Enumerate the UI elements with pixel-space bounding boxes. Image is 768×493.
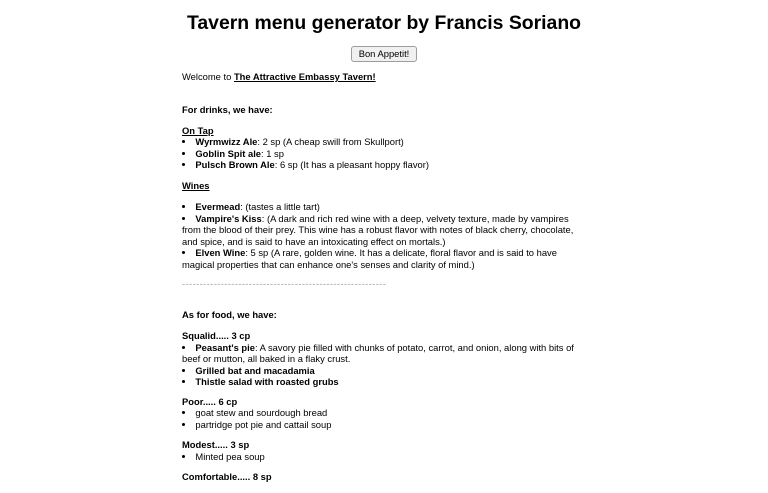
- drink-name: Wyrmwizz Ale: [195, 136, 258, 147]
- food-detail: : A savory pie filled with chunks of potato, carrot, and onion, along with bits of beef or mutton, all baked in a flaky crust.: [182, 341, 574, 364]
- drink-item: [182, 136, 586, 148]
- drink-item: [182, 148, 586, 160]
- page-title: Tavern menu generator by Francis Soriano: [186, 12, 582, 34]
- divider-line: ----------------------------------------------------------: [182, 278, 387, 289]
- food-item: [182, 451, 586, 463]
- on-tap-heading: On Tap: [182, 124, 214, 136]
- food-item: [182, 342, 586, 365]
- tier-heading-squalid: Squalid..... 3 cp: [182, 330, 251, 341]
- on-tap-list: [182, 136, 586, 171]
- bon-appetit-button[interactable]: Bon Appetit!: [351, 46, 418, 62]
- food-name: Grilled bat and macadamia: [195, 364, 315, 376]
- food-detail: Minted pea soup: [195, 450, 265, 462]
- drink-name: Pulsch Brown Ale: [195, 159, 275, 170]
- wines-list: [182, 201, 586, 270]
- drink-name: Vampire's Kiss: [195, 212, 262, 224]
- welcome-prefix: Welcome to: [182, 71, 234, 82]
- drink-detail: : (tastes a little tart): [240, 201, 320, 212]
- poor-list: [182, 407, 586, 430]
- drink-item: [182, 213, 586, 248]
- content-column: [182, 13, 586, 483]
- food-item: [182, 365, 586, 377]
- modest-list: [182, 451, 586, 463]
- tier-heading-poor: Poor..... 6 cp: [182, 395, 238, 407]
- food-detail: partridge pot pie and cattail soup: [195, 418, 332, 430]
- drink-detail: : 6 sp (It has a pleasant hoppy flavor): [274, 159, 430, 170]
- drink-detail: : (A dark and rich red wine with a deep, velvety texture, made by vampires from the blood of their prey. This wine has a robust flavor with notes of black cherry, chocolate, and spice, and is said to have an intoxicating effect on mortals.): [182, 212, 574, 247]
- food-name: Thistle salad with roasted grubs: [195, 376, 339, 387]
- wines-heading: Wines: [182, 180, 210, 191]
- food-item: [182, 376, 586, 388]
- drink-name: Elven Wine: [195, 247, 246, 258]
- food-item: [182, 419, 586, 431]
- food-item: [182, 407, 586, 419]
- drink-item: [182, 201, 586, 213]
- drink-detail: : 2 sp (A cheap swill from Skullport): [257, 136, 404, 147]
- drink-detail: : 5 sp (A rare, golden wine. It has a delicate, floral flavor and is said to have magical properties that can enhance one's senses and clarity of mind.): [182, 247, 557, 270]
- welcome-line: [182, 71, 586, 83]
- food-detail: goat stew and sourdough bread: [195, 407, 328, 418]
- tier-heading-modest: Modest..... 3 sp: [182, 439, 250, 450]
- squalid-list: [182, 342, 586, 388]
- food-name: Peasant's pie: [195, 341, 255, 353]
- drink-item: [182, 247, 586, 270]
- food-heading: As for food, we have:: [182, 308, 277, 320]
- drink-item: [182, 159, 586, 171]
- tavern-name: The Attractive Embassy Tavern!: [233, 71, 376, 82]
- button-row: [182, 46, 586, 62]
- drink-name: Evermead: [195, 201, 241, 212]
- drink-detail: : 1 sp: [261, 147, 284, 159]
- drink-name: Goblin Spit ale: [195, 147, 262, 159]
- tier-heading-comfortable: Comfortable..... 8 sp: [182, 471, 272, 482]
- drinks-heading: For drinks, we have:: [182, 103, 273, 115]
